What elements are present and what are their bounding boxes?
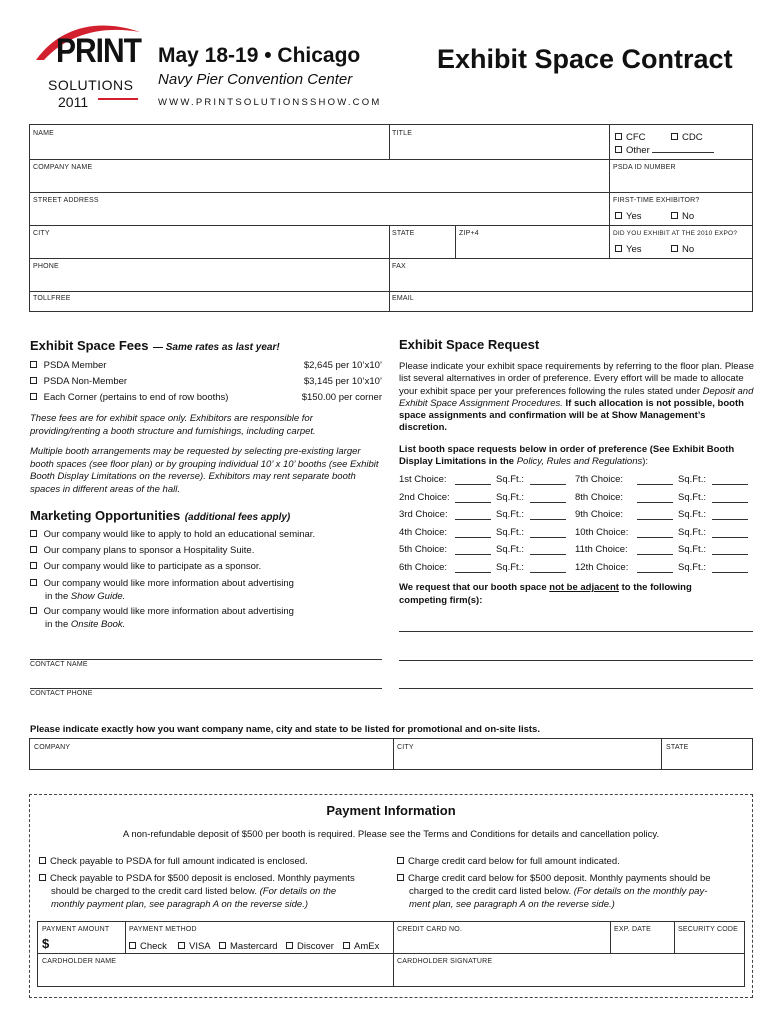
- pay-card-full-checkbox[interactable]: Charge credit card below for full amount indicated.: [397, 856, 620, 867]
- cdc-checkbox[interactable]: CDC: [671, 132, 703, 143]
- sqft-label: Sq.Ft.:: [678, 561, 706, 573]
- choice-label: 10th Choice:: [575, 526, 629, 538]
- listing-grid: [29, 738, 753, 770]
- payment-heading: Payment Information: [326, 803, 456, 818]
- cfc-checkbox[interactable]: CFC: [615, 132, 646, 143]
- choice-label: 2nd Choice:: [399, 491, 450, 503]
- choice-row: [399, 492, 755, 510]
- marketing-onsitebook-checkbox[interactable]: Our company would like more information about advertising in the Onsite Book.: [30, 605, 294, 631]
- psda-id-field[interactable]: PSDA ID NUMBER: [613, 164, 676, 171]
- sqft-input[interactable]: [530, 494, 566, 503]
- logo-solutions: SOLUTIONS: [48, 77, 134, 93]
- choice-label: 4th Choice:: [399, 526, 448, 538]
- credit-card-field[interactable]: CREDIT CARD NO.: [397, 926, 463, 933]
- sqft-label: Sq.Ft.:: [496, 561, 524, 573]
- zip-field[interactable]: ZIP+4: [459, 230, 479, 237]
- choice-input[interactable]: [455, 529, 491, 538]
- competing-firm-line-3[interactable]: [399, 688, 753, 689]
- exhibit-2010-no-checkbox[interactable]: No: [671, 244, 694, 255]
- street-address-field[interactable]: STREET ADDRESS: [33, 197, 99, 204]
- choice-input[interactable]: [455, 564, 491, 573]
- sqft-label: Sq.Ft.:: [496, 526, 524, 538]
- fees-heading: Exhibit Space Fees — Same rates as last year!: [30, 338, 280, 353]
- choice-input[interactable]: [455, 476, 491, 485]
- listing-state-field[interactable]: STATE: [666, 744, 689, 751]
- payment-method-label: PAYMENT METHOD: [129, 926, 197, 933]
- city-field[interactable]: CITY: [33, 230, 50, 237]
- first-time-no-checkbox[interactable]: No: [671, 211, 694, 222]
- sqft-input[interactable]: [530, 546, 566, 555]
- listing-company-field[interactable]: COMPANY: [34, 744, 71, 751]
- choices-grid: [399, 474, 755, 580]
- fees-note-2: Multiple booth arrangements may be requested by selecting pre-existing larger booth spaces (see floor plan) or by grouping individual 10’ x 10’ booths (see Exhibit Booth Display Limitations on the reverse). Exhibitors may rent separate booth spaces in different areas of the hall.: [30, 446, 379, 495]
- event-website: WWW.PRINTSOLUTIONSSHOW.COM: [158, 97, 382, 108]
- choice-row: [399, 474, 755, 492]
- marketing-showguide-checkbox[interactable]: Our company would like more information about advertising in the Show Guide.: [30, 577, 294, 603]
- marketing-sponsor-checkbox[interactable]: Our company would like to participate as a sponsor.: [30, 561, 261, 572]
- exhibit-2010-yes-checkbox[interactable]: Yes: [615, 244, 642, 255]
- sqft-input[interactable]: [530, 476, 566, 485]
- sqft-input[interactable]: [712, 546, 748, 555]
- first-time-label: FIRST-TIME EXHIBITOR?: [613, 197, 700, 204]
- sqft-input[interactable]: [712, 494, 748, 503]
- marketing-heading: Marketing Opportunities (additional fees apply): [30, 508, 291, 523]
- state-field[interactable]: STATE: [392, 230, 415, 237]
- exhibit-2010-label: DID YOU EXHIBIT AT THE 2010 EXPO?: [613, 230, 738, 237]
- marketing-seminar-checkbox[interactable]: Our company would like to apply to hold an educational seminar.: [30, 529, 315, 540]
- event-date: May 18-19 • Chicago: [158, 44, 361, 67]
- choice-row: [399, 527, 755, 545]
- listing-city-field[interactable]: CITY: [397, 744, 414, 751]
- event-venue: Navy Pier Convention Center: [158, 71, 353, 88]
- sqft-label: Sq.Ft.:: [496, 491, 524, 503]
- choice-label: 1st Choice:: [399, 474, 447, 485]
- competing-firm-line-2[interactable]: [399, 660, 753, 661]
- choice-input[interactable]: [455, 546, 491, 555]
- payment-intro: A non-refundable deposit of $500 per booth is required. Please see the Terms and Conditions for details and cancellation policy.: [122, 829, 660, 840]
- choice-input[interactable]: [637, 546, 673, 555]
- pay-card-deposit-checkbox[interactable]: Charge credit card below for $500 deposit. Monthly payments should be charged to the credit card listed below. (For details on the monthly pay- ment plan, see paragraph A on the reverse side.): [397, 872, 711, 911]
- cardholder-name-field[interactable]: CARDHOLDER NAME: [42, 958, 117, 965]
- method-mastercard-checkbox[interactable]: Mastercard: [219, 941, 278, 952]
- company-name-field[interactable]: COMPANY NAME: [33, 164, 93, 171]
- sqft-label: Sq.Ft.:: [496, 544, 524, 556]
- fee-psda-non-member[interactable]: PSDA Non-Member $3,145 per 10’x10’: [30, 376, 382, 387]
- request-list-instruction: List booth space requests below in order of preference (See Exhibit Booth Display Limitations in the Policy, Rules and Regulations):: [399, 444, 735, 468]
- choice-label: 3rd Choice:: [399, 509, 448, 521]
- choice-input[interactable]: [455, 511, 491, 520]
- choice-label: 5th Choice:: [399, 544, 448, 556]
- choice-row: [399, 562, 755, 580]
- sqft-label: Sq.Ft.:: [496, 509, 524, 521]
- contact-name-field[interactable]: CONTACT NAME: [30, 661, 88, 668]
- first-time-yes-checkbox[interactable]: Yes: [615, 211, 642, 222]
- request-paragraph: Please indicate your exhibit space requirements by referring to the floor plan. Please list several alternatives in order of preference. Every effort will be made to allocate your exhibit space per your preferences following the rules stated under Deposit and Exhibit Space Assignment Procedures. If such allocation is not possible, booth space assignments and confirmation will be at Show Management’s discretion.: [399, 361, 754, 434]
- email-field[interactable]: EMAIL: [392, 295, 415, 302]
- choice-row: [399, 509, 755, 527]
- sqft-label: Sq.Ft.:: [678, 544, 706, 556]
- choice-input[interactable]: [637, 529, 673, 538]
- choice-row: [399, 544, 755, 562]
- payment-amount-field[interactable]: PAYMENT AMOUNT: [42, 926, 110, 933]
- choice-label: 8th Choice:: [575, 491, 624, 503]
- sqft-input[interactable]: [712, 476, 748, 485]
- sqft-input[interactable]: [530, 564, 566, 573]
- cardholder-signature-field[interactable]: CARDHOLDER SIGNATURE: [397, 958, 493, 965]
- phone-field[interactable]: PHONE: [33, 263, 59, 270]
- marketing-hospitality-checkbox[interactable]: Our company plans to sponsor a Hospitality Suite.: [30, 545, 254, 556]
- sqft-input[interactable]: [712, 529, 748, 538]
- pay-check-full-checkbox[interactable]: Check payable to PSDA for full amount indicated is enclosed.: [39, 856, 308, 867]
- sqft-input[interactable]: [530, 511, 566, 520]
- payment-grid: [37, 921, 745, 987]
- choice-input[interactable]: [637, 494, 673, 503]
- sqft-input[interactable]: [712, 564, 748, 573]
- sqft-input[interactable]: [530, 529, 566, 538]
- sqft-label: Sq.Ft.:: [496, 474, 524, 485]
- dollar-sign: $: [42, 936, 50, 951]
- logo: [30, 22, 155, 112]
- choice-label: 7th Choice:: [575, 474, 624, 485]
- request-heading: Exhibit Space Request: [399, 337, 540, 352]
- choice-label: 11th Choice:: [575, 544, 628, 556]
- listing-instruction: Please indicate exactly how you want company name, city and state to be listed for promotional and on-site lists.: [30, 724, 540, 735]
- method-discover-checkbox[interactable]: Discover: [286, 941, 334, 952]
- security-code-field[interactable]: SECURITY CODE: [678, 926, 739, 933]
- fee-each-corner[interactable]: Each Corner (pertains to end of row booths) $150.00 per corner: [30, 392, 382, 403]
- page-title: Exhibit Space Contract: [437, 44, 733, 74]
- sqft-label: Sq.Ft.:: [678, 491, 706, 503]
- sqft-label: Sq.Ft.:: [678, 509, 706, 521]
- competing-firm-line-1[interactable]: [399, 631, 753, 632]
- logo-print: PRINT: [56, 32, 141, 70]
- method-visa-checkbox[interactable]: VISA: [178, 941, 211, 952]
- choice-label: 9th Choice:: [575, 509, 624, 521]
- sqft-input[interactable]: [712, 511, 748, 520]
- contact-phone-field[interactable]: CONTACT PHONE: [30, 690, 93, 697]
- method-amex-checkbox[interactable]: AmEx: [343, 941, 379, 952]
- fee-psda-member[interactable]: PSDA Member $2,645 per 10’x10’: [30, 360, 382, 371]
- choice-input[interactable]: [637, 511, 673, 520]
- method-check-checkbox[interactable]: Check: [129, 941, 167, 952]
- choice-input[interactable]: [455, 494, 491, 503]
- sqft-label: Sq.Ft.:: [678, 526, 706, 538]
- adjacent-request: We request that our booth space not be adjacent to the following competing firm(s):: [399, 582, 692, 606]
- other-checkbox[interactable]: Other: [615, 145, 714, 156]
- title-field[interactable]: TITLE: [392, 130, 413, 137]
- pay-check-deposit-checkbox[interactable]: Check payable to PSDA for $500 deposit is enclosed. Monthly payments should be charged to the credit card listed below. (For details on the monthly payment plan, see paragraph A on the reverse side.): [39, 872, 355, 911]
- tollfree-field[interactable]: TOLLFREE: [33, 295, 71, 302]
- contact-form: [29, 124, 753, 312]
- logo-year: 2011: [58, 94, 89, 110]
- choice-input[interactable]: [637, 564, 673, 573]
- choice-label: 12th Choice:: [575, 561, 629, 573]
- fees-note-1: These fees are for exhibit space only. Exhibitors are responsible for providing/renting a booth structure and furnishings, including carpet.: [30, 413, 316, 437]
- sqft-label: Sq.Ft.:: [678, 474, 706, 485]
- fax-field[interactable]: FAX: [392, 263, 406, 270]
- name-field[interactable]: NAME: [33, 130, 55, 137]
- logo-underline: [98, 98, 138, 100]
- choice-input[interactable]: [637, 476, 673, 485]
- exp-date-field[interactable]: EXP. DATE: [614, 926, 651, 933]
- choice-label: 6th Choice:: [399, 561, 448, 573]
